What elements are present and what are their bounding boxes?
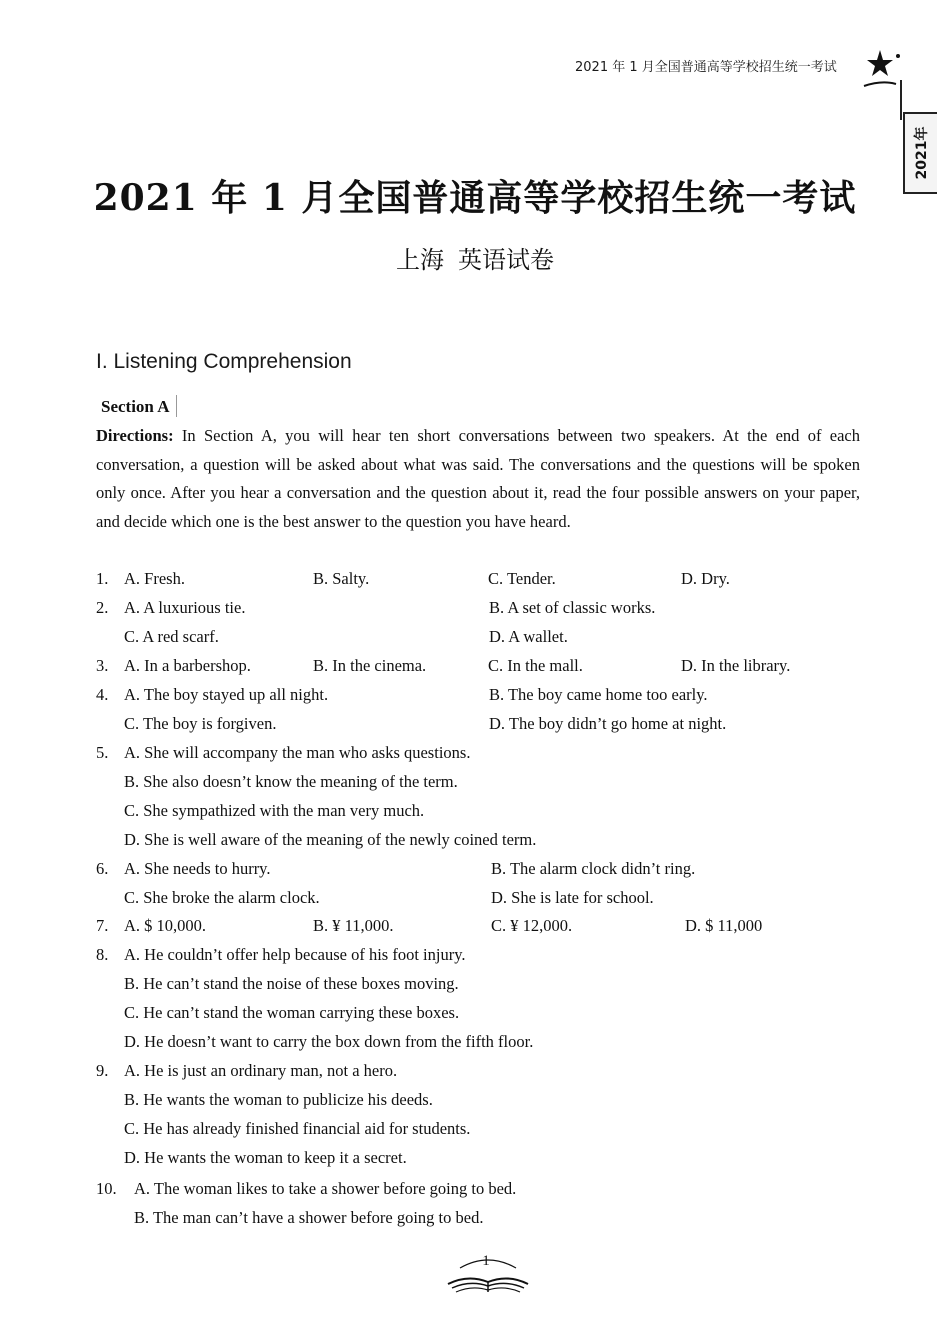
q5-option-a: A. She will accompany the man who asks questions. bbox=[124, 743, 471, 762]
q1-number: 1. bbox=[96, 569, 109, 588]
section-label: Section A bbox=[101, 397, 170, 416]
q7-option-d: D. $ 11,000 bbox=[685, 916, 763, 935]
q8-option-a: A. He couldn’t offer help because of his foot injury. bbox=[124, 945, 466, 964]
q2-option-b: B. A set of classic works. bbox=[489, 598, 656, 617]
q10-number: 10. bbox=[96, 1179, 117, 1198]
q3-option-a: A. In a barbershop. bbox=[124, 656, 251, 675]
q5-option-c: C. She sympathized with the man very much. bbox=[124, 801, 425, 820]
q2-option-d: D. A wallet. bbox=[489, 627, 568, 646]
q6-option-b: B. The alarm clock didn’t ring. bbox=[491, 859, 696, 878]
q4-option-a: A. The boy stayed up all night. bbox=[124, 685, 329, 704]
side-divider bbox=[900, 80, 902, 120]
q1-option-d: D. Dry. bbox=[681, 569, 730, 588]
star-decoration-icon bbox=[862, 46, 902, 96]
part-heading: I. Listening Comprehension bbox=[96, 350, 352, 373]
q6-number: 6. bbox=[96, 859, 109, 878]
q8-number: 8. bbox=[96, 945, 109, 964]
q10-option-b: B. The man can’t have a shower before going to bed. bbox=[134, 1208, 484, 1227]
running-header: 2021 年 1 月全国普通高等学校招生统一考试 bbox=[575, 60, 837, 75]
q9-option-d: D. He wants the woman to keep it a secret. bbox=[124, 1148, 407, 1167]
q6-option-d: D. She is late for school. bbox=[491, 888, 654, 907]
directions-text: In Section A, you will hear ten short conversations between two speakers. At the end of each conversation, a question will be asked about what was said. The conversations and the questions will be spoken only once. After you hear a conversation and the question about it, read the four possible answers on your paper, and decide which one is the best answer to the question you have heard. bbox=[96, 426, 860, 532]
q3-option-d: D. In the library. bbox=[681, 656, 791, 675]
subtitle-region: 上海 bbox=[396, 246, 444, 274]
q5-option-d: D. She is well aware of the meaning of the newly coined term. bbox=[124, 830, 537, 849]
q4-option-b: B. The boy came home too early. bbox=[489, 685, 708, 704]
q5-option-b: B. She also doesn’t know the meaning of the term. bbox=[124, 772, 458, 791]
q7-option-b: B. ¥ 11,000. bbox=[313, 916, 394, 935]
q7-option-c: C. ¥ 12,000. bbox=[491, 916, 573, 935]
q9-number: 9. bbox=[96, 1061, 109, 1080]
q1-option-c: C. Tender. bbox=[488, 569, 556, 588]
q7-number: 7. bbox=[96, 916, 109, 935]
q3-option-b: B. In the cinema. bbox=[313, 656, 427, 675]
q2-option-a: A. A luxurious tie. bbox=[124, 598, 246, 617]
page-number: 1 bbox=[482, 1253, 490, 1269]
q6-option-a: A. She needs to hurry. bbox=[124, 859, 271, 878]
subtitle-paper: 英语试卷 bbox=[458, 246, 554, 274]
q4-number: 4. bbox=[96, 685, 109, 704]
q6-option-c: C. She broke the alarm clock. bbox=[124, 888, 320, 907]
exam-subtitle bbox=[0, 240, 950, 275]
q2-number: 2. bbox=[96, 598, 109, 617]
q8-option-c: C. He can’t stand the woman carrying these boxes. bbox=[124, 1003, 460, 1022]
q3-number: 3. bbox=[96, 656, 109, 675]
q10-option-a: A. The woman likes to take a shower before going to bed. bbox=[134, 1179, 517, 1198]
q3-option-c: C. In the mall. bbox=[488, 656, 583, 675]
q8-option-b: B. He can’t stand the noise of these boxes moving. bbox=[124, 974, 459, 993]
q7-option-a: A. $ 10,000. bbox=[124, 916, 207, 935]
q4-option-d: D. The boy didn’t go home at night. bbox=[489, 714, 727, 733]
q9-option-b: B. He wants the woman to publicize his deeds. bbox=[124, 1090, 433, 1109]
q1-option-b: B. Salty. bbox=[313, 569, 370, 588]
directions-label: Directions: bbox=[96, 426, 174, 445]
year-side-tab-label: 2021年 bbox=[914, 126, 930, 180]
q4-option-c: C. The boy is forgiven. bbox=[124, 714, 277, 733]
q2-option-c: C. A red scarf. bbox=[124, 627, 219, 646]
q1-option-a: A. Fresh. bbox=[124, 569, 185, 588]
q9-option-c: C. He has already finished financial aid for students. bbox=[124, 1119, 471, 1138]
directions-paragraph bbox=[96, 422, 860, 537]
exam-title: 2021 年 1 月全国普通高等学校招生统一考试 bbox=[93, 177, 857, 219]
q8-option-d: D. He doesn’t want to carry the box down from the fifth floor. bbox=[124, 1032, 534, 1051]
q9-option-a: A. He is just an ordinary man, not a hero. bbox=[124, 1061, 398, 1080]
q5-number: 5. bbox=[96, 743, 109, 762]
